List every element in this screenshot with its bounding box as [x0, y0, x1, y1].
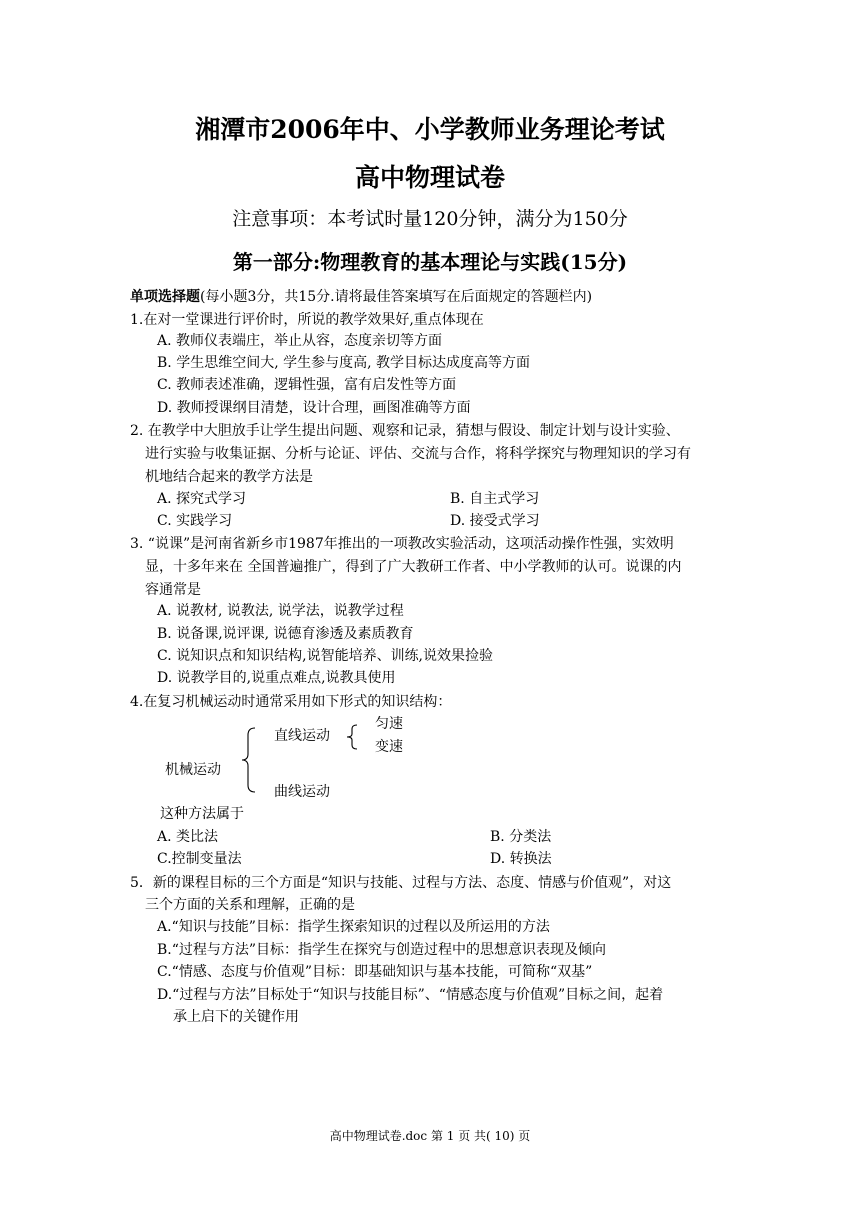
q2-stem-line1: 2. 在教学中大胆放手让学生提出问题、观察和记录，猜想与假设、制定计划与设计实验、	[130, 423, 680, 439]
q4-option-b: B. 分类法	[490, 829, 552, 845]
q2-option-c: C. 实践学习	[157, 513, 233, 529]
q5-option-d-line2: 承上启下的关键作用	[173, 1009, 299, 1025]
q5-option-b: B.“过程与方法”目标：指学生在探究与创造过程中的思想意识表现及倾向	[157, 942, 607, 958]
section-instructions: (每小题3分，共15分.请将最佳答案填写在后面规定的答题栏内)	[200, 289, 593, 305]
q3-option-a: A. 说教材, 说教法, 说学法，说教学过程	[157, 603, 404, 619]
q3-stem-line2: 显，十多年来在 全国普遍推广，得到了广大教研工作者、中小学教师的认可。说课的内	[145, 559, 682, 575]
q1-option-c: C. 教师表述准确，逻辑性强，富有启发性等方面	[157, 377, 457, 393]
page-footer: 高中物理试卷.doc 第 1 页 共( 10) 页	[329, 1129, 531, 1143]
part-heading: 第一部分:物理教育的基本理论与实践(15分)	[232, 250, 628, 274]
q1-option-a: A. 教师仪表端庄，举止从容，态度亲切等方面	[157, 333, 443, 349]
q3-stem-line3: 容通常是	[145, 582, 201, 598]
q2-option-d: D. 接受式学习	[450, 513, 540, 529]
outer-brace	[240, 726, 260, 794]
q4-stem: 4.在复习机械运动时通常采用如下形式的知识结构：	[130, 694, 452, 710]
diagram-branch-linear: 直线运动	[274, 728, 330, 744]
section-header	[130, 287, 592, 307]
q3-option-d: D. 说教学目的,说重点难点,说教具使用	[157, 670, 396, 686]
q1-option-b: B. 学生思维空间大, 学生参与度高, 教学目标达成度高等方面	[157, 355, 530, 371]
diagram-root: 机械运动	[165, 762, 221, 778]
diagram-leaf-variable: 变速	[375, 739, 403, 755]
q5-option-c: C.“情感、态度与价值观”目标：即基础知识与基本技能，可简称“双基”	[157, 964, 593, 980]
q2-stem-line3: 机地结合起来的教学方法是	[145, 469, 313, 485]
q3-stem-line1: 3. “说课”是河南省新乡市1987年推出的一项教改实验活动，这项活动操作性强，实效明	[130, 536, 674, 552]
exam-title: 湘潭市2006年中、小学教师业务理论考试	[195, 115, 665, 144]
q2-stem-line2: 进行实验与收集证据、分析与论证、评估、交流与合作，将科学探究与物理知识的学习有	[145, 446, 691, 462]
q2-option-a: A. 探究式学习	[157, 491, 247, 507]
exam-subtitle: 高中物理试卷	[354, 163, 505, 192]
section-label: 单项选择题	[130, 289, 200, 305]
q1-option-d: D. 教师授课纲目清楚，设计合理，画图准确等方面	[157, 400, 471, 416]
diagram-branch-curved: 曲线运动	[274, 784, 330, 800]
q3-option-c: C. 说知识点和知识结构,说智能培养、训练,说效果捡验	[157, 648, 494, 664]
q4-option-a: A. 类比法	[157, 829, 219, 845]
q4-option-c: C.控制变量法	[157, 851, 242, 867]
q4-option-d: D. 转换法	[490, 851, 552, 867]
q5-stem-line2: 三个方面的关系和理解，正确的是	[145, 897, 355, 913]
diagram-leaf-uniform: 匀速	[375, 716, 403, 732]
q4-tail: 这种方法属于	[160, 806, 244, 822]
q2-option-b: B. 自主式学习	[450, 491, 540, 507]
q3-option-b: B. 说备课,说评课, 说德育渗透及素质教育	[157, 626, 414, 642]
q1-stem: 1.在对一堂课进行评价时，所说的教学效果好,重点体现在	[130, 312, 484, 328]
inner-brace	[344, 724, 360, 750]
q5-stem-line1: 5．新的课程目标的三个方面是“知识与技能、过程与方法、态度、情感与价值观”，对这	[130, 875, 672, 891]
q5-option-d-line1: D.“过程与方法”目标处于“知识与技能目标”、“情感态度与价值观”目标之间，起着	[157, 987, 664, 1003]
q5-option-a: A.“知识与技能”目标：指学生探索知识的过程以及所运用的方法	[157, 919, 550, 935]
exam-notice: 注意事项：本考试时量120分钟，满分为150分	[232, 208, 628, 230]
